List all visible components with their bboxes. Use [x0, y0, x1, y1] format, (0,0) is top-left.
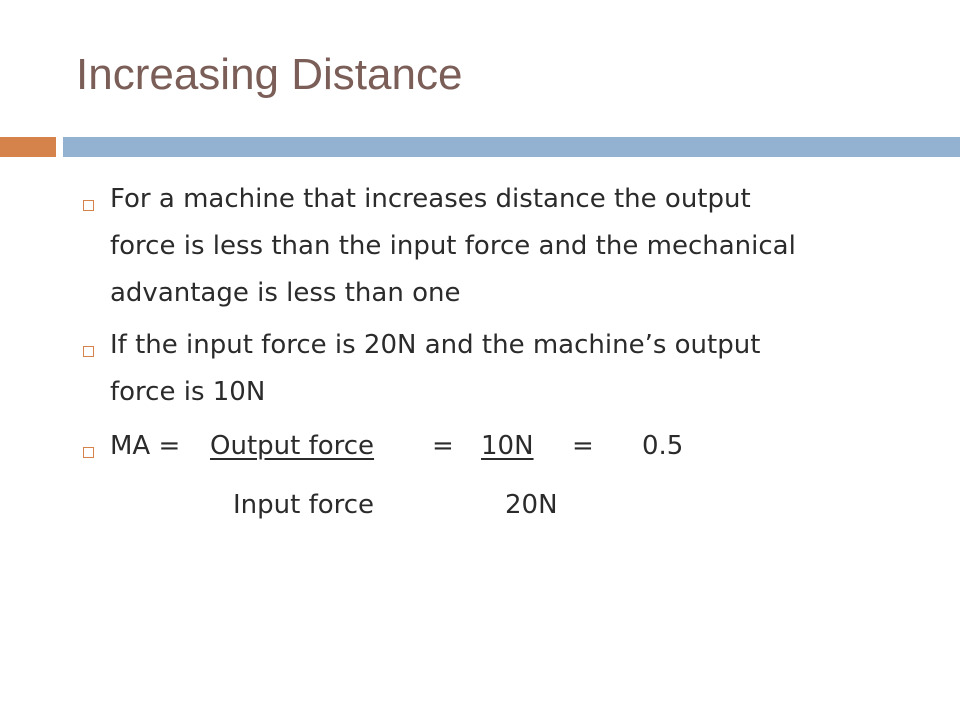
- bullet-2-text: [110, 322, 890, 416]
- formula-denominator-label: Input force: [233, 490, 375, 520]
- formula-equals-2: =: [572, 431, 594, 461]
- formula-numerator-value: 10N: [481, 431, 534, 461]
- formula-numerator-label: Output force: [210, 431, 375, 461]
- square-bullet-icon: [83, 447, 94, 458]
- bullet-1-line-3: advantage is less than one: [110, 278, 461, 308]
- title-accent-bar: [0, 137, 56, 157]
- bullet-1-line-1: For a machine that increases distance the output: [110, 184, 751, 214]
- slide-title: Increasing Distance: [76, 50, 463, 99]
- formula-denominator-value: 20N: [505, 490, 558, 520]
- square-bullet-icon: [83, 200, 94, 211]
- bullet-1-line-2: force is less than the input force and the mechanical: [110, 231, 796, 261]
- bullet-1-text: [110, 176, 890, 317]
- square-bullet-icon: [83, 346, 94, 357]
- bullet-2-line-1: If the input force is 20N and the machine’s output: [110, 330, 761, 360]
- formula-equals-1: =: [432, 431, 454, 461]
- formula-result: 0.5: [642, 431, 684, 461]
- formula-prefix: MA =: [110, 431, 181, 461]
- title-divider-bar: [63, 137, 960, 157]
- bullet-2-line-2: force is 10N: [110, 377, 266, 407]
